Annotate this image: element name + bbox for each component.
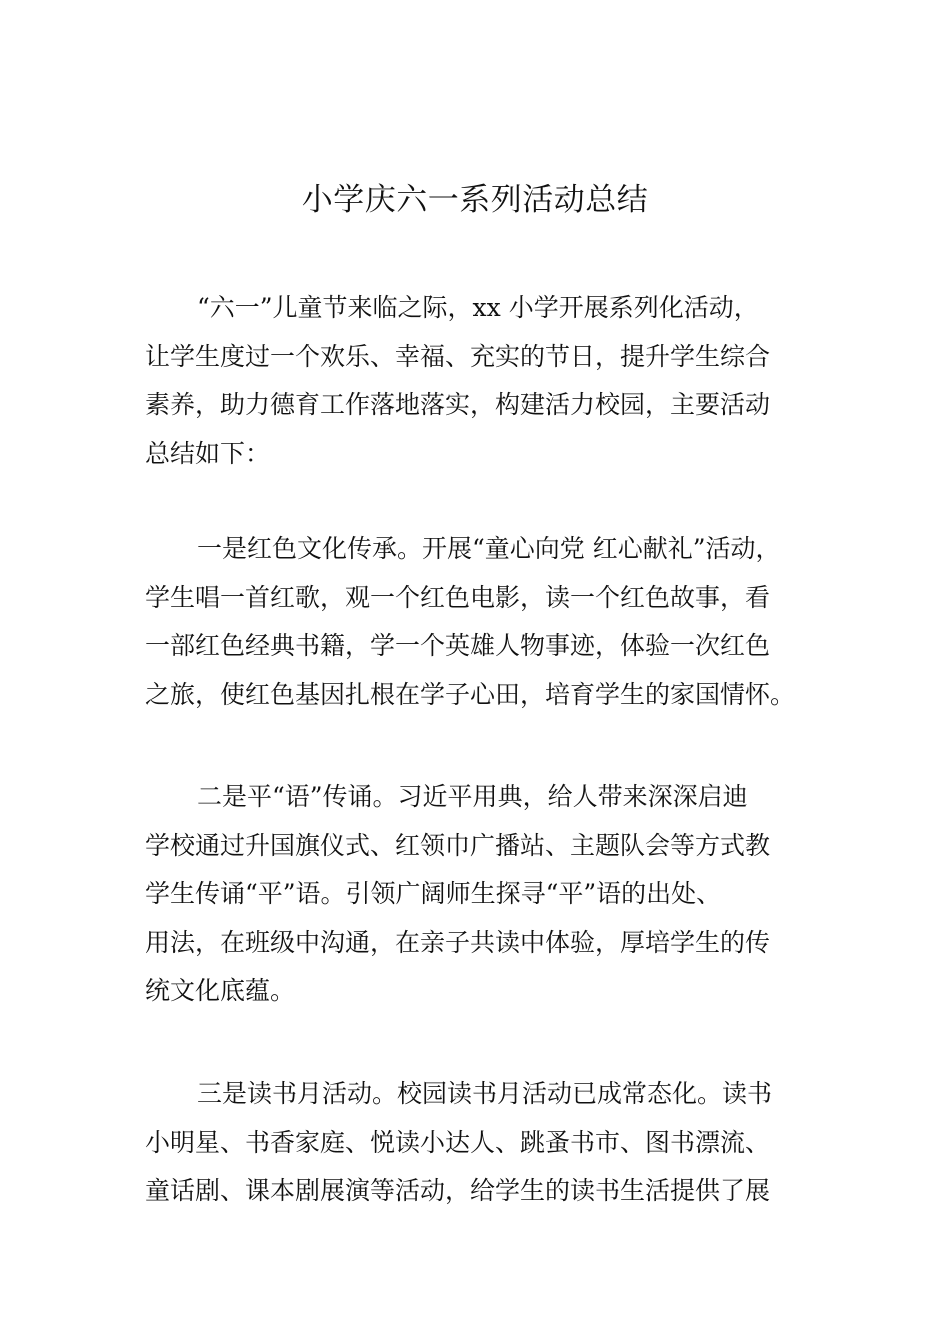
paragraph-line: 二是平“语”传诵。习近平用典，给人带来深深启迪 — [197, 782, 748, 811]
paragraph-line: 总结如下： — [145, 438, 271, 468]
document-title: 小学庆六一系列活动总结 — [301, 182, 649, 218]
paragraph-intro — [145, 284, 825, 478]
paragraph-ping-yu — [145, 773, 825, 1016]
paragraph-line: 让学生度过一个欢乐、幸福、充实的节日，提升学生综合 — [145, 341, 771, 371]
paragraph-line: 用法，在班级中沟通，在亲子共读中体验，厚培学生的传 — [145, 927, 771, 957]
paragraph-line: 小明星、书香家庭、悦读小达人、跳蚤书市、图书漂流、 — [145, 1127, 771, 1157]
paragraph-red-culture — [145, 525, 825, 719]
paragraph-line: 一是红色文化传承。开展“童心向党 红心献礼”活动， — [197, 534, 781, 563]
paragraph-line: 学生传诵“平”语。引领广阔师生探寻“平”语的出处、 — [145, 879, 722, 908]
paragraph-line: “六一”儿童节来临之际，xx 小学开展系列化活动， — [197, 293, 759, 322]
paragraph-line: 之旅，使红色基因扎根在学子心田，培育学生的家国情怀。 — [145, 679, 796, 709]
paragraph-line: 三是读书月活动。校园读书月活动已成常态化。读书 — [197, 1079, 773, 1108]
paragraph-line: 统文化底蕴。 — [145, 976, 296, 1005]
paragraph-line: 童话剧、课本剧展演等活动，给学生的读书生活提供了展 — [145, 1176, 771, 1205]
paragraph-line: 学生唱一首红歌，观一个红色电影，读一个红色故事，看 — [145, 582, 771, 612]
paragraph-line: 一部红色经典书籍，学一个英雄人物事迹，体验一次红色 — [145, 631, 771, 660]
paragraph-reading-month — [145, 1070, 825, 1216]
paragraph-line: 学校通过升国旗仪式、红领巾广播站、主题队会等方式教 — [145, 830, 771, 860]
paragraph-line: 素养，助力德育工作落地落实，构建活力校园，主要活动 — [145, 390, 771, 419]
